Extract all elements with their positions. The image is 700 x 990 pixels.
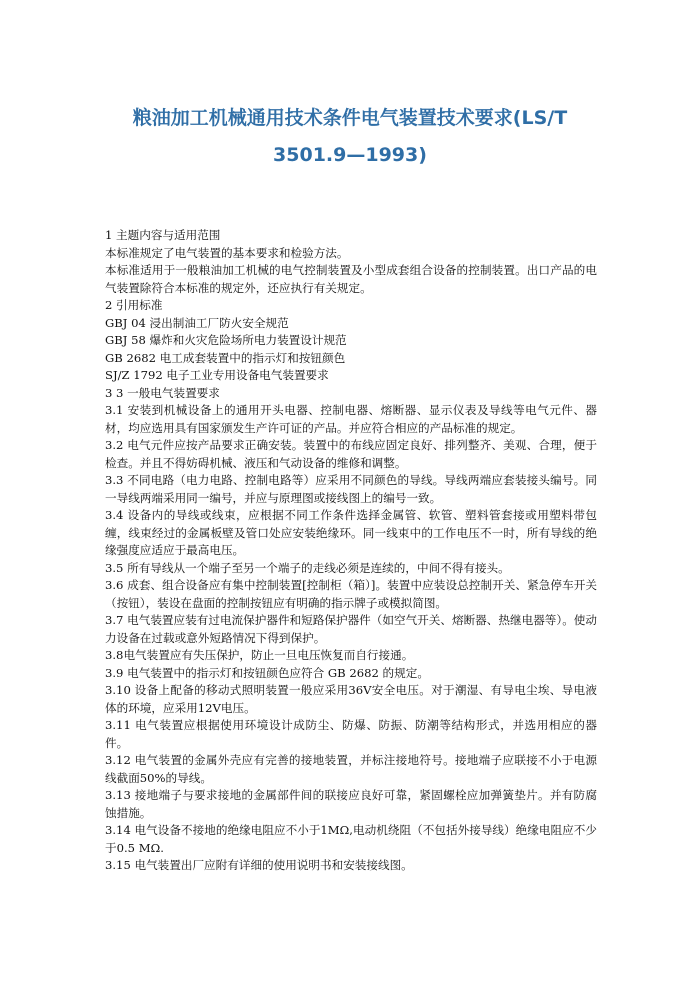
paragraph: 本标准适用于一般粮油加工机械的电气控制装置及小型成套组合设备的控制装置。出口产品的电气装置除符合本标准的规定外，还应执行有关规定。 (105, 263, 597, 295)
clause: 3.9 电气装置中的指示灯和按钮颜色应符合 GB 2682 的规定。 (105, 665, 429, 680)
clause: 3.2 电气元件应按产品要求正确安装。装置中的布线应固定良好、排列整齐、美观、合理，便于检查。并且不得妨碍机械、液压和气动设备的维修和调整。 (105, 438, 597, 470)
document-body (105, 227, 597, 875)
document-title (100, 100, 600, 174)
title-line-1: 粮油加工机械通用技术条件电气装置技术要求(LS/T (132, 107, 568, 129)
clause: 3.10 设备上配备的移动式照明装置一般应采用36V安全电压。对于潮湿、有导电尘埃、导电液体的环境，应采用12V电压。 (105, 683, 597, 715)
reference-item: SJ/Z 1792 电子工业专用设备电气装置要求 (105, 368, 329, 382)
clause: 3.4 设备内的导线或线束，应根据不同工作条件选择金属管、软管、塑料管套接或用塑料带包缠，线束经过的金属板壁及管口处应安装绝缘环。同一线束中的工作电压不一时，所有导线的绝缘强度应适应于最高电压。 (105, 508, 597, 557)
clause: 3.12 电气装置的金属外壳应有完善的接地装置，并标注接地符号。接地端子应联接不小于电源线截面50%的导线。 (105, 753, 597, 785)
clause: 3.6 成套、组合设备应有集中控制装置[控制柜（箱）]。装置中应装设总控制开关、紧急停车开关（按钮），装设在盘面的控制按钮应有明确的指示牌子或模拟简图。 (105, 578, 597, 610)
clause: 3.13 接地端子与要求接地的金属部件间的联接应良好可靠，紧固螺栓应加弹簧垫片。并有防腐蚀措施。 (105, 788, 597, 820)
clause: 3.15 电气装置出厂应附有详细的使用说明书和安装接线图。 (105, 858, 413, 872)
clause: 3.7 电气装置应装有过电流保护器件和短路保护器件（如空气开关、熔断器、热继电器等）。使动力设备在过载或意外短路情况下得到保护。 (105, 613, 597, 645)
section-heading-references: 2 引用标准 (105, 298, 163, 312)
section-heading-requirements: 3 3 一般电气装置要求 (105, 385, 220, 400)
title-line-2: 3501.9—1993) (273, 144, 427, 166)
paragraph: 本标准规定了电气装置的基本要求和检验方法。 (105, 245, 349, 260)
clause: 3.3 不同电路（电力电路、控制电路等）应采用不同颜色的导线。导线两端应套装接头编号。同一导线两端采用同一编号，并应与原理图或接线图上的编号一致。 (105, 473, 597, 505)
clause: 3.5 所有导线从一个端子至另一个端子的走线必须是连续的，中间不得有接头。 (105, 560, 510, 575)
reference-item: GB 2682 电工成套装置中的指示灯和按钮颜色 (105, 350, 346, 365)
reference-item: GBJ 58 爆炸和火灾危险场所电力装置设计规范 (105, 333, 347, 347)
clause: 3.11 电气装置应根据使用环境设计成防尘、防爆、防振、防潮等结构形式，并选用相应的器件。 (105, 718, 597, 750)
section-heading-scope: 1 主题内容与适用范围 (105, 228, 221, 242)
reference-item: GBJ 04 浸出制油工厂防火安全规范 (105, 315, 289, 330)
clause: 3.1 安装到机械设备上的通用开头电器、控制电器、熔断器、显示仪表及导线等电气元件、器材，均应选用具有国家颁发生产许可证的产品。并应符合相应的产品标准的规定。 (105, 403, 597, 435)
clause: 3.8电气装置应有失压保护，防止一旦电压恢复而自行接通。 (105, 648, 414, 662)
clause: 3.14 电气设备不接地的绝缘电阻应不小于1MΩ,电动机绕阻（不包括外接导线）绝缘电阻应不少于0.5 MΩ. (105, 823, 597, 855)
